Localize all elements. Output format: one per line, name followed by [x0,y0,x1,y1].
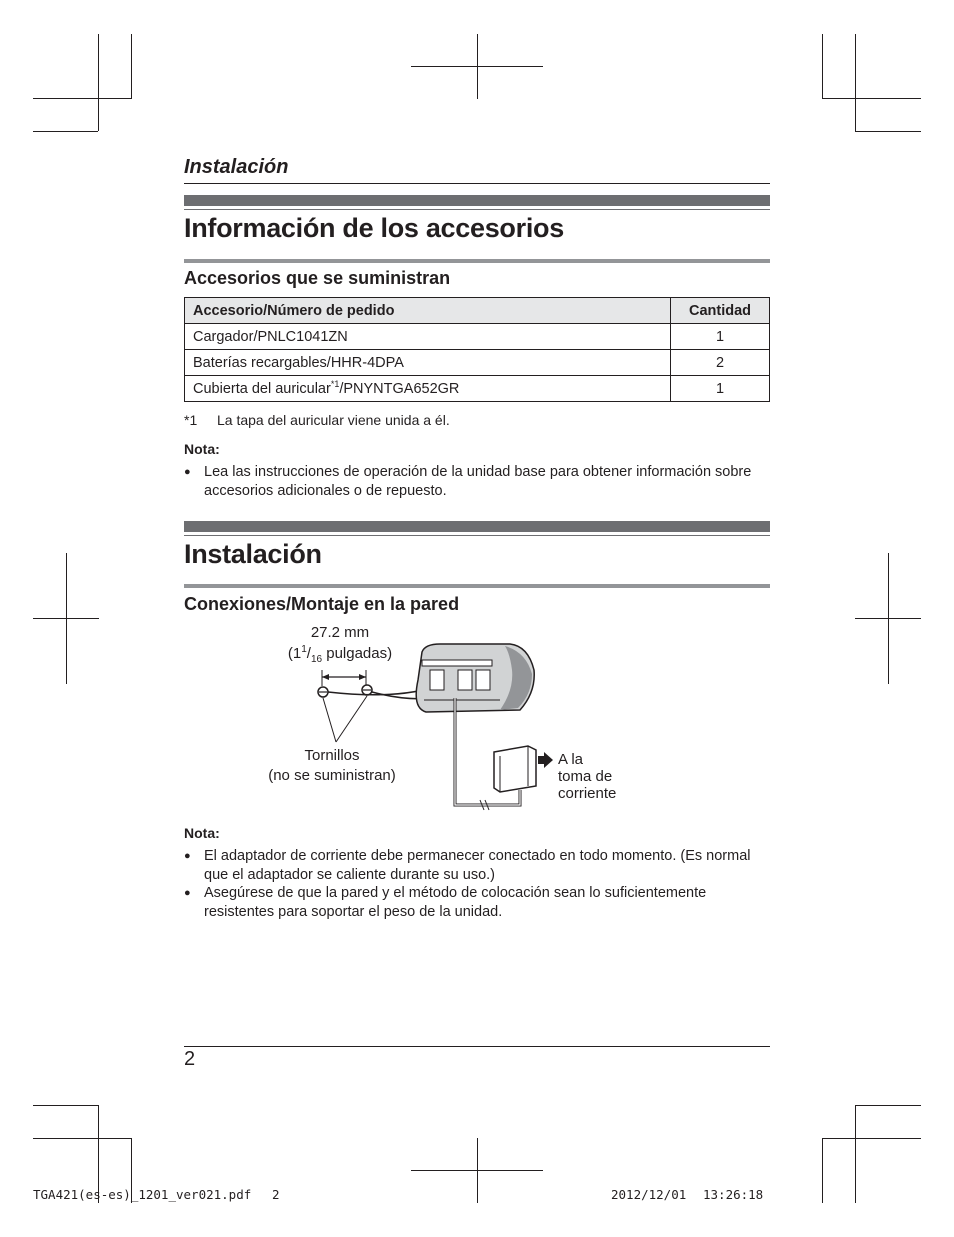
table-row [185,376,770,402]
note-label: Nota: [184,825,220,841]
note-item: ● Lea las instrucciones de operación de la unidad base para obtener información sobre accesorios adicionales o de repuesto. [184,464,752,499]
accessories-table [184,297,770,402]
running-head-rule [184,183,770,184]
section-bar-thin [184,209,770,210]
slug-date: 2012/12/01 [611,1187,687,1202]
slug-page: 2 [272,1187,280,1202]
bullet-icon: ● [184,887,191,899]
screws-label-note: (no se suministran) [268,767,396,784]
section-bar [184,521,770,532]
section-title-accessories: Información de los accesorios [184,213,564,243]
table-row [185,324,770,350]
section-bar [184,195,770,206]
table-cell-qty: 1 [671,324,770,350]
table-cell-item: Cargador/PNLC1041ZN [185,324,671,350]
item-text: Cubierta del auricular [193,380,331,397]
footnote-text: La tapa del auricular viene unida a él. [217,412,450,428]
note-item: ● El adaptador de corriente debe permanecer conectado en todo momento. (Es normal que el adaptador se caliente durante su uso.) [184,848,751,883]
charger-illustration [300,630,560,815]
slug-filename: TGA421(es-es)_1201_ver021.pdf [33,1187,252,1202]
outlet-label: A la toma de corriente [558,751,617,802]
page-number: 2 [184,1048,196,1070]
dimension-inch-label: ($1^1/_{16}$ pulgadas) [287,644,393,665]
item-text: /PNYNTGA652GR [339,380,460,397]
table-cell-qty: 1 [671,376,770,402]
subsection-rule [184,259,770,263]
bullet-icon: ● [184,466,191,478]
table-header-item: Accesorio/Número de pedido [185,298,671,324]
note-label: Nota: [184,441,220,457]
subsection-rule [184,584,770,588]
footnote [184,412,450,428]
running-head: Instalación [184,156,289,178]
table-header-row [185,298,770,324]
subsection-title-supplied: Accesorios que se suministran [184,268,451,288]
screws-label: Tornillos [304,747,360,764]
note-item: ● Asegúrese de que la pared y el método de colocación sean lo suficientemente resistentes para soportar el peso de la unidad. [184,885,707,920]
dimension-mm-label: 27.2 mm [310,624,370,641]
footnote-mark: *1 [184,412,198,428]
bullet-icon: ● [184,850,191,862]
table-row [185,350,770,376]
subsection-title-connections: Conexiones/Montaje en la pared [184,594,460,614]
table-cell-item: Baterías recargables/HHR-4DPA [185,350,671,376]
section-bar-thin [184,535,770,536]
table-cell-item [185,376,671,402]
table-header-qty: Cantidad [671,298,770,324]
section-title-installation: Instalación [184,539,322,569]
slug-time: 13:26:18 [703,1187,764,1202]
footer-rule [184,1046,770,1047]
arrow-right-icon [544,752,553,768]
footnote-ref: *1 [330,378,340,389]
table-cell-qty: 2 [671,350,770,376]
